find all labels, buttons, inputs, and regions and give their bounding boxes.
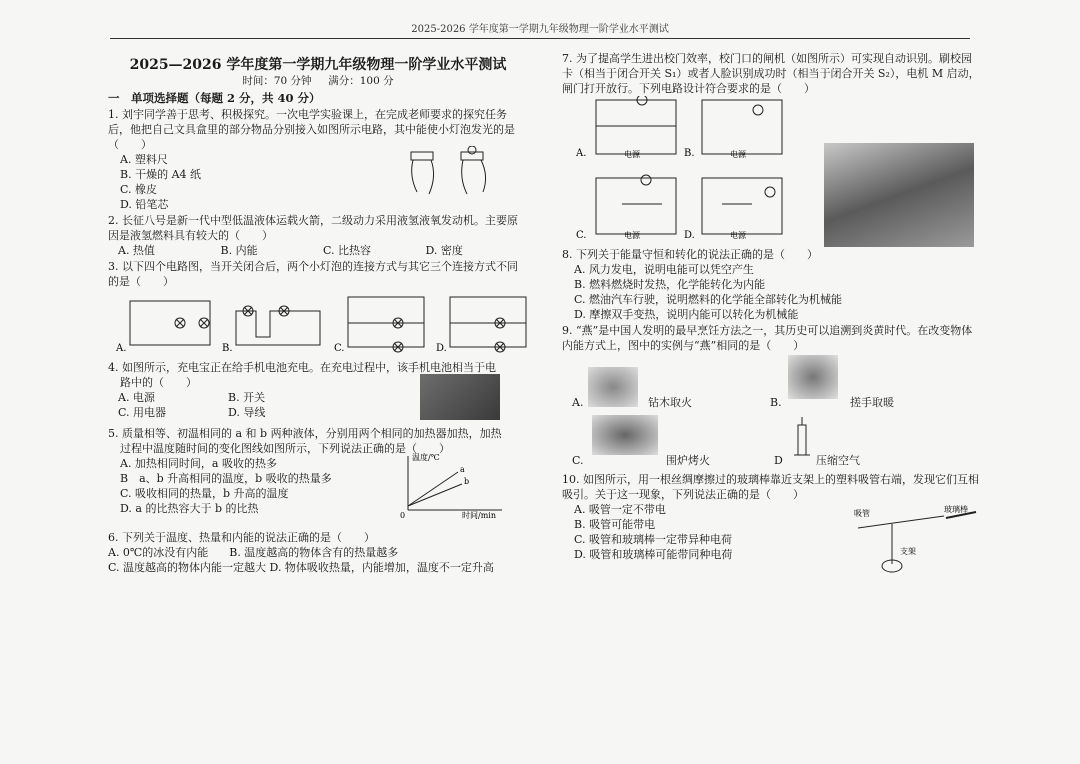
option-d: D. 导线 xyxy=(228,406,266,419)
exam-score: 满分：100 分 xyxy=(328,75,394,87)
air-compression-image xyxy=(792,417,812,459)
rod-label: 玻璃棒 xyxy=(944,505,968,514)
option-d: D. 摩擦双手变热，说明内能可以转化为机械能 xyxy=(574,308,799,321)
power-bank-photo xyxy=(420,374,500,420)
left-column xyxy=(108,50,528,575)
option-a: A. 热值 xyxy=(118,244,155,257)
question-10 xyxy=(562,472,982,562)
question-stem: 10. 如图所示，用一根丝绸摩擦过的玻璃棒靠近支架上的塑料吸管右端，发现它们互相吸引。关于这一现象，下列说法正确的是（ ） xyxy=(562,473,979,501)
graph-origin: 0 xyxy=(400,511,406,520)
turnstile-photo xyxy=(824,143,974,247)
question-stem: 4. 如图所示，充电宝正在给手机电池充电。在充电过程中，该手机电池相当于电 xyxy=(108,361,496,374)
question-stem: 3. 以下四个电路图，当开关闭合后，两个小灯泡的连接方式与其它三个连接方式不同的是（ ） xyxy=(108,260,518,288)
graph-y-label: 温度/℃ xyxy=(412,453,440,462)
power-label-c: 电源 xyxy=(624,231,640,240)
option-a: A. 0℃的冰没有内能 xyxy=(108,546,209,559)
option-a: A. 电源 xyxy=(118,391,155,404)
exam-time: 时间：70 分钟 xyxy=(242,75,312,87)
question-1 xyxy=(108,107,528,212)
option-b: B. 燃料燃烧时发热，化学能转化为内能 xyxy=(574,278,766,291)
straw-stand-figure xyxy=(848,504,982,576)
straw-label: 吸管 xyxy=(854,509,870,518)
option-b: B. 干燥的 A4 纸 xyxy=(120,168,202,181)
diagram-label-b: B. xyxy=(222,343,233,354)
option-b: B a、b 升高相同的温度，b 吸收的热量多 xyxy=(120,472,332,485)
question-7 xyxy=(562,51,982,246)
options-row xyxy=(108,405,338,420)
right-column xyxy=(562,50,982,562)
question-3 xyxy=(108,259,528,359)
option-b: B. 内能 xyxy=(220,244,258,257)
option-c: C. 吸管和玻璃棒一定带异种电荷 xyxy=(574,533,733,546)
question-stem: 2. 长征八号是新一代中型低温液体运载火箭，二级动力采用液氢液氧发动机。主要原因是液氢燃料具有较大的（ ） xyxy=(108,214,518,242)
caption-b: 搓手取暖 xyxy=(850,396,894,409)
question-stem-cont: 路中的（ ） xyxy=(120,376,197,389)
diagram-label-c: C. xyxy=(334,343,345,354)
option-d: D. 密度 xyxy=(425,244,463,257)
caption-c: 围炉烤火 xyxy=(666,454,710,467)
running-header: 2025-2026 学年度第一学期九年级物理一阶学业水平测试 xyxy=(411,24,669,35)
options-row xyxy=(108,390,338,405)
question-2 xyxy=(108,213,528,258)
graph-x-label: 时间/min xyxy=(462,511,496,520)
option-line-2: C. 温度越高的物体内能一定越大 D. 物体吸收热量，内能增加，温度不一定升高 xyxy=(108,561,494,574)
exam-meta xyxy=(108,74,528,89)
option-a: A. 塑料尺 xyxy=(120,153,168,166)
option-d: D. 铅笔芯 xyxy=(120,198,169,211)
option-c: C. 橡皮 xyxy=(120,183,158,196)
option-d: D. a 的比热容大于 b 的比热 xyxy=(120,502,259,515)
diagram-label-d: D. xyxy=(436,343,447,354)
question-stem: 1. 刘宇同学善于思考、积极探究。一次电学实验课上，在完成老师要求的探究任务后，他把自己文具盒里的部分物品分别接入如图所示电路，其中能使小灯泡发光的是（ ） xyxy=(108,108,515,151)
circuit-label-c: C. xyxy=(576,230,587,241)
drilling-wood-image xyxy=(588,367,638,407)
diagram-label-a: A. xyxy=(116,343,127,354)
fig-label-b: B. xyxy=(770,396,782,409)
q1-circuit-figure xyxy=(403,146,503,202)
options-row xyxy=(108,243,528,258)
option-line-1 xyxy=(108,545,528,560)
circuit-label-a: A. xyxy=(576,148,587,159)
q9-figures xyxy=(562,353,982,471)
section-heading: 一 单项选择题（每题 2 分，共 40 分） xyxy=(108,91,321,105)
question-5 xyxy=(108,426,528,520)
power-label-d: 电源 xyxy=(730,231,746,240)
q3-circuit-diagrams xyxy=(108,289,528,359)
temperature-time-graph xyxy=(398,450,508,520)
power-label-b: 电源 xyxy=(730,150,746,159)
option-b: B. 吸管可能带电 xyxy=(574,518,656,531)
option-c: C. 比热容 xyxy=(323,244,372,257)
option-b: B. 温度越高的物体含有的热量越多 xyxy=(229,546,399,559)
question-6 xyxy=(108,530,528,575)
fig-label-a: A. xyxy=(572,396,584,409)
line-a-label: a xyxy=(460,465,465,474)
line-b-label: b xyxy=(464,477,470,486)
question-stem: 6. 下列关于温度、热量和内能的说法正确的是（ ） xyxy=(108,531,375,544)
option-b: B. 开关 xyxy=(228,391,266,404)
rubbing-hands-image xyxy=(788,355,838,399)
question-9 xyxy=(562,323,982,471)
option-d: D. 吸管和玻璃棒可能带同种电荷 xyxy=(574,548,733,561)
question-stem: 9. “燕”是中国人发明的最早烹饪方法之一，其历史可以追溯到炎黄时代。在改变物体内能方式上，图中的实例与“燕”相同的是（ ） xyxy=(562,324,973,352)
exam-title: 2025—2026 学年度第一学期九年级物理一阶学业水平测试 xyxy=(129,57,507,73)
option-a: A. 风力发电，说明电能可以凭空产生 xyxy=(574,263,754,276)
circuit-label-d: D. xyxy=(684,230,695,241)
caption-a: 钻木取火 xyxy=(648,396,692,409)
power-label-a: 电源 xyxy=(624,150,640,159)
option-a: A. 加热相同时间，a 吸收的热多 xyxy=(120,457,277,470)
circuit-label-b: B. xyxy=(684,148,695,159)
question-4 xyxy=(108,360,528,420)
fig-label-c: C. xyxy=(572,454,584,467)
question-stem-cont: 过程中温度随时间的变化图线如图所示，下列说法正确的是（ ） xyxy=(120,442,450,455)
stand-label: 支架 xyxy=(900,547,916,556)
option-c: C. 吸收相同的热量，b 升高的温度 xyxy=(120,487,289,500)
option-c: C. 用电器 xyxy=(118,406,167,419)
stove-fire-image xyxy=(592,415,658,455)
question-stem: 8. 下列关于能量守恒和转化的说法正确的是（ ） xyxy=(562,248,818,261)
option-c: C. 燃油汽车行驶，说明燃料的化学能全部转化为机械能 xyxy=(574,293,843,306)
fig-label-d: D xyxy=(774,454,783,467)
option-a: A. 吸管一定不带电 xyxy=(574,503,666,516)
question-stem: 5. 质量相等、初温相同的 a 和 b 两种液体，分别用两个相同的加热器加热，加热 xyxy=(108,427,502,440)
question-stem: 7. 为了提高学生进出校门效率，校门口的闸机（如图所示）可实现自动识别。刷校园卡（相当于闭合开关 S₁）或者人脸识别成功时（相当于闭合开关 S₂），电机 M 启动，闸门打开放行。下列电路设计符合要求的是（ ） xyxy=(562,52,980,95)
q7-circuit-diagrams xyxy=(562,96,812,246)
header-divider xyxy=(110,38,970,39)
question-8 xyxy=(562,247,982,322)
caption-d: 压缩空气 xyxy=(816,454,860,467)
